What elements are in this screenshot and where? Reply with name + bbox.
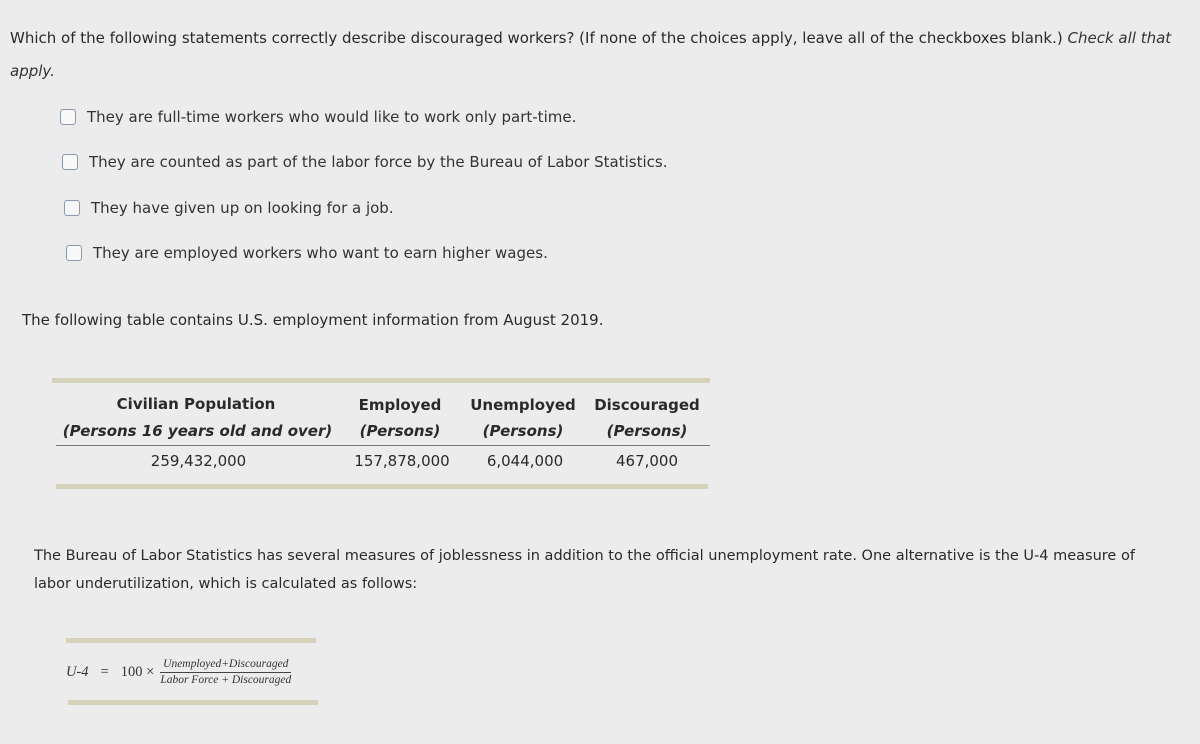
question-text <box>10 22 1180 88</box>
formula-numerator: Unemployed+Discouraged <box>160 657 291 673</box>
formula-lhs: U-4 <box>66 663 89 680</box>
subheader-civilian-population: (Persons 16 years old and over) <box>62 422 333 440</box>
question-instruction: Check all that apply. <box>10 29 1172 80</box>
option-2-label: They are counted as part of the labor force by the Bureau of Labor Statistics. <box>89 153 668 171</box>
checkbox-1[interactable] <box>60 109 76 125</box>
subheader-employed: (Persons) <box>359 422 441 440</box>
header-discouraged: Discouraged <box>594 396 700 414</box>
option-2[interactable] <box>62 153 667 171</box>
formula-equals: = <box>100 663 109 680</box>
subheader-discouraged: (Persons) <box>606 422 688 440</box>
option-3-label: They have given up on looking for a job. <box>91 199 394 217</box>
checkbox-3[interactable] <box>64 200 80 216</box>
cell-discouraged: 467,000 <box>615 452 679 470</box>
option-4[interactable] <box>66 244 548 262</box>
table-bottom-bar <box>56 484 708 489</box>
header-civilian-population: Civilian Population <box>116 395 276 413</box>
option-4-label: They are employed workers who want to earn higher wages. <box>93 244 548 262</box>
option-1-label: They are full-time workers who would like to work only part-time. <box>87 108 577 126</box>
question-prompt: Which of the following statements correctly describe discouraged workers? (If none of the choices apply, leave all of the checkboxes blank.) <box>10 29 1063 47</box>
u4-formula <box>66 657 291 687</box>
table-intro: The following table contains U.S. employment information from August 2019. <box>22 311 604 329</box>
formula-bottom-bar <box>68 700 318 705</box>
header-unemployed: Unemployed <box>470 396 576 414</box>
table-top-bar <box>52 378 710 383</box>
option-1[interactable] <box>60 108 576 126</box>
cell-unemployed: 6,044,000 <box>486 452 564 470</box>
formula-denominator: Labor Force + Discouraged <box>160 674 292 686</box>
checkbox-2[interactable] <box>62 154 78 170</box>
header-employed: Employed <box>358 396 442 414</box>
cell-civilian-population: 259,432,000 <box>150 452 247 470</box>
checkbox-4[interactable] <box>66 245 82 261</box>
subheader-unemployed: (Persons) <box>482 422 564 440</box>
u4-description: The Bureau of Labor Statistics has several measures of joblessness in addition to the official unemployment rate. One alternative is the U-4 measure of labor underutilization, which is calculated as follows: <box>34 548 1135 592</box>
formula-top-bar <box>66 638 316 643</box>
formula-fraction <box>160 657 291 687</box>
option-3[interactable] <box>64 199 394 217</box>
cell-employed: 157,878,000 <box>354 452 450 470</box>
table-header-rule <box>56 445 710 446</box>
formula-multiplier: 100 × <box>120 663 155 680</box>
